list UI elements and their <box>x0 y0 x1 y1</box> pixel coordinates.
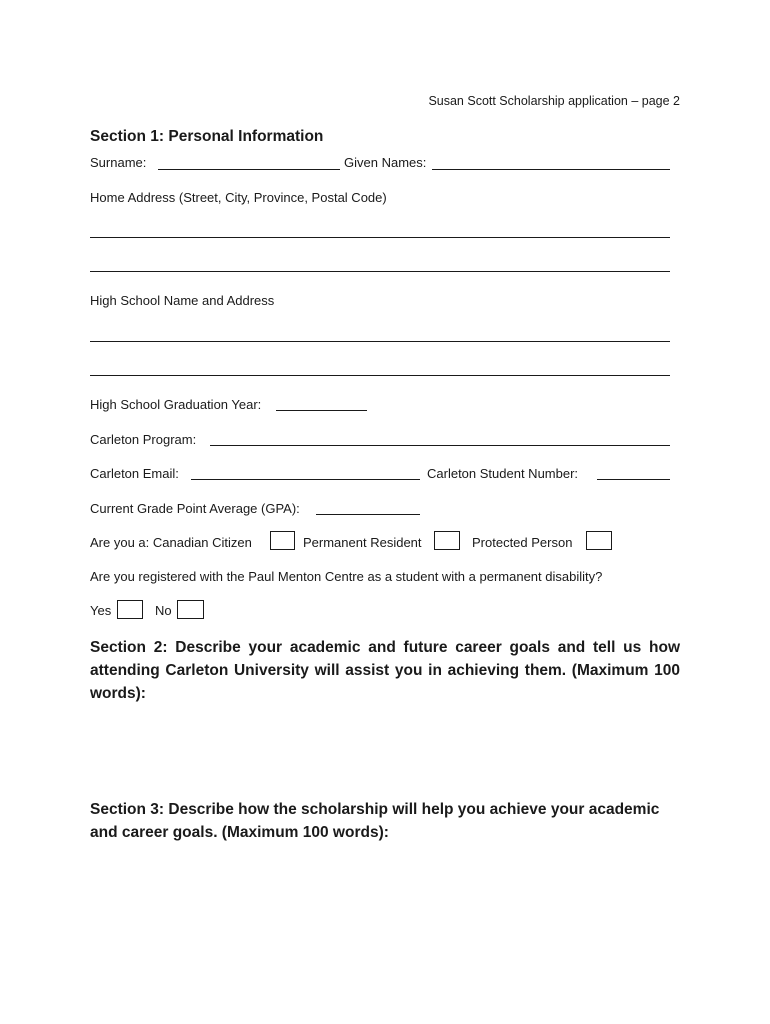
graduation-year-field[interactable] <box>276 410 367 411</box>
high-school-label: High School Name and Address <box>90 293 275 308</box>
home-address-line-2[interactable] <box>90 271 670 272</box>
program-label: Carleton Program: <box>90 432 197 447</box>
gpa-label: Current Grade Point Average (GPA): <box>90 501 300 516</box>
surname-field[interactable] <box>158 169 340 170</box>
email-field[interactable] <box>191 479 420 480</box>
section-1-title: Section 1: Personal Information <box>90 128 324 145</box>
given-names-field[interactable] <box>432 169 670 170</box>
canadian-citizen-checkbox[interactable] <box>270 531 295 550</box>
no-label: No <box>155 603 172 618</box>
yes-label: Yes <box>90 603 112 618</box>
protected-person-label: Protected Person <box>472 535 573 550</box>
student-number-label: Carleton Student Number: <box>427 466 579 481</box>
program-field[interactable] <box>210 445 670 446</box>
high-school-line-1[interactable] <box>90 341 670 342</box>
pmc-question: Are you registered with the Paul Menton Centre as a student with a permanent disability? <box>90 569 603 584</box>
email-label: Carleton Email: <box>90 466 179 481</box>
section-3-prompt: Section 3: Describe how the scholarship will help you achieve your academic and career goals. (Maximum 100 words): <box>90 801 660 841</box>
surname-label: Surname: <box>90 155 147 170</box>
high-school-line-2[interactable] <box>90 375 670 376</box>
yes-checkbox[interactable] <box>117 600 143 619</box>
graduation-year-label: High School Graduation Year: <box>90 397 262 412</box>
home-address-label: Home Address (Street, City, Province, Postal Code) <box>90 190 387 205</box>
status-question: Are you a: Canadian Citizen <box>90 535 252 550</box>
home-address-line-1[interactable] <box>90 237 670 238</box>
section-2-prompt: Section 2: Describe your academic and future career goals and tell us how attending Carleton University will assist you in achieving them. (Maximum 100 words): <box>90 639 680 702</box>
permanent-resident-label: Permanent Resident <box>303 535 422 550</box>
permanent-resident-checkbox[interactable] <box>434 531 460 550</box>
no-checkbox[interactable] <box>177 600 204 619</box>
page-header: Susan Scott Scholarship application – page 2 <box>428 94 680 108</box>
protected-person-checkbox[interactable] <box>586 531 612 550</box>
gpa-field[interactable] <box>316 514 420 515</box>
given-names-label: Given Names: <box>344 155 427 170</box>
student-number-field[interactable] <box>597 479 670 480</box>
